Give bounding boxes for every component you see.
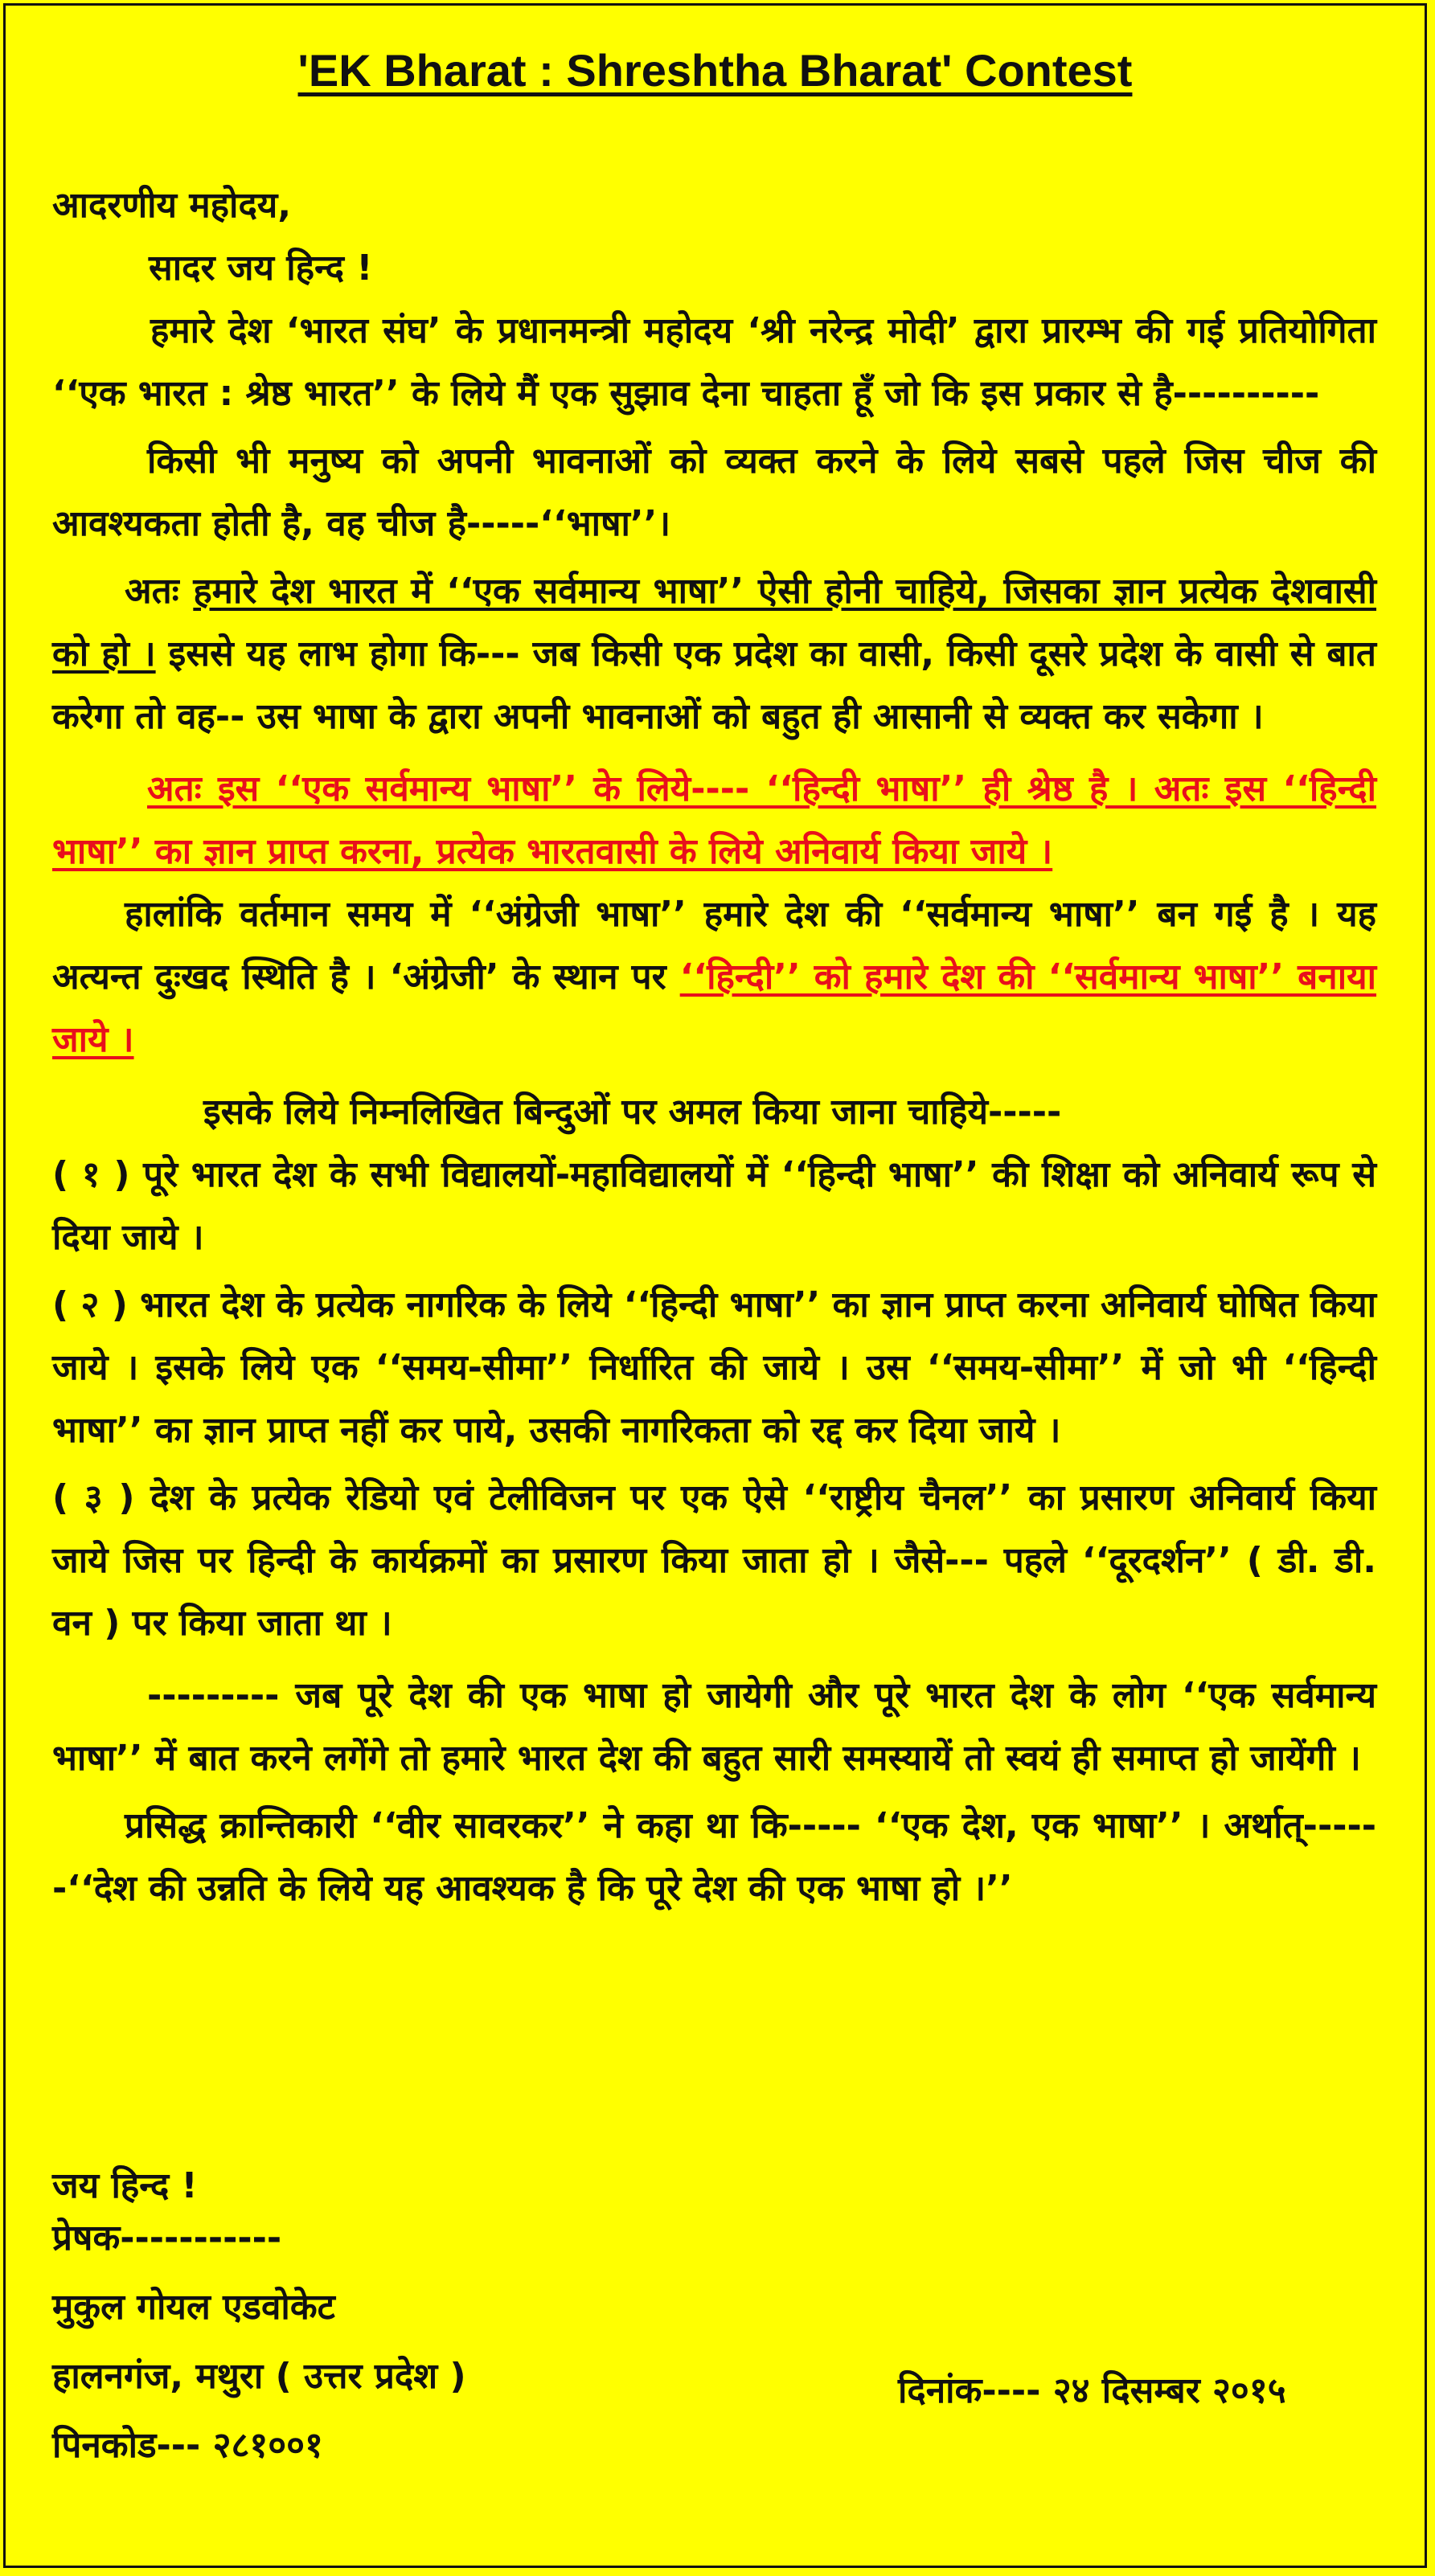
paragraph-savarkar-quote: प्रसिद्ध क्रान्तिकारी ‘‘वीर सावरकर’’ ने कहा था कि----- ‘‘एक देश, एक भाषा’’ । अर्थात्------‘‘देश की उन्नति के लिये यह आवश्यक है कि पूरे देश की एक भाषा हो ।’’ — [52, 1805, 1376, 1909]
salutation: सादर जय हिन्द ! — [149, 248, 373, 289]
sender-label: प्रेषक----------- — [52, 2218, 282, 2259]
paragraph-hindi-best — [52, 758, 1376, 883]
para2-underlined: हमारे देश भारत में ‘‘एक सर्वमान्य भाषा’’ ऐसी होनी चाहिये, जिसका ज्ञान प्रत्येक देशवासी को हो । — [52, 571, 1377, 674]
point-3: ( ३ ) देश के प्रत्येक रेडियो एवं टेलीविजन पर एक ऐसे ‘‘राष्ट्रीय चैनल’’ का प्रसारण अनिवार्य किया जाये जिस पर हिन्दी के कार्यक्रमों का प्रसारण किया जाता हो । जैसे--- पहले ‘‘दूरदर्शन’’ ( डी. डी. वन ) पर किया जाता था । — [52, 1477, 1376, 1644]
paragraph-conclusion: --------- जब पूरे देश की एक भाषा हो जायेगी और पूरे भारत देश के लोग ‘‘एक सर्वमान्य भाषा’’ में बात करने लगेंगे तो हमारे भारत देश की बहुत सारी समस्यायें तो स्वयं ही समाप्त हो जायेंगी । — [52, 1675, 1376, 1779]
point-2: ( २ ) भारत देश के प्रत्येक नागरिक के लिये ‘‘हिन्दी भाषा’’ का ज्ञान प्राप्त करना अनिवार्य घोषित किया जाये । इसके लिये एक ‘‘समय-सीमा’’ निर्धारित की जाये । उस ‘‘समय-सीमा’’ में जो भी ‘‘हिन्दी भाषा’’ का ज्ञान प्राप्त नहीं कर पाये, उसकी नागरिकता को रद्द कर दिया जाये । — [52, 1284, 1376, 1451]
para2-lead: अतः — [125, 571, 194, 612]
para4-red-text: ‘‘हिन्दी’’ को हमारे देश की ‘‘सर्वमान्य भाषा’’ बनाया जाये । — [52, 956, 1377, 1060]
page-title: 'EK Bharat : Shreshtha Bharat' Contest — [297, 45, 1133, 96]
sender-pincode: पिनकोड--- २८१००१ — [52, 2425, 323, 2466]
para4-text: हालांकि वर्तमान समय में ‘‘अंग्रेजी भाषा’’ हमारे देश की ‘‘सर्वमान्य भाषा’’ बन गई है । यह अत्यन्त दुःखद स्थिति है । ‘अंग्रेजी’ के स्थान पर — [52, 894, 1376, 997]
points-intro: इसके लिये निम्नलिखित बिन्दुओं पर अमल किया जाना चाहिये----- — [203, 1091, 1062, 1132]
paragraph-language-need: किसी भी मनुष्य को अपनी भावनाओं को व्यक्त करने के लिये सबसे पहले जिस चीज की आवश्यकता होती है, वह चीज है-----‘‘भाषा’’। — [52, 440, 1376, 544]
paragraph-english-status — [52, 883, 1376, 1071]
letter-body — [52, 174, 1376, 1920]
sender-name: मुकुल गोयल एडवोकेट — [52, 2287, 335, 2328]
paragraph-common-language — [52, 560, 1376, 748]
letter-page — [3, 3, 1427, 2568]
letter-date: दिनांक---- २४ दिसम्बर २०१५ — [898, 2370, 1286, 2411]
para2-rest: इससे यह लाभ होगा कि--- जब किसी एक प्रदेश का वासी, किसी दूसरे प्रदेश के वासी से बात करेगा तो वह-- उस भाषा के द्वारा अपनी भावनाओं को बहुत ही आसानी से व्यक्त कर सकेगा । — [52, 633, 1376, 737]
sender-address: हालनगंज, मथुरा ( उत्तर प्रदेश ) — [52, 2356, 466, 2397]
intro-paragraph: हमारे देश ‘भारत संघ’ के प्रधानमन्त्री महोदय ‘श्री नरेन्द्र मोदी’ द्वारा प्रारम्भ की गई प्रतियोगिता ‘‘एक भारत : श्रेष्ठ भारत’’ के लिये मैं एक सुझाव देना चाहता हूँ जो कि इस प्रकार से है---------- — [52, 310, 1376, 414]
point-1: ( १ ) पूरे भारत देश के सभी विद्यालयों-महाविद्यालयों में ‘‘हिन्दी भाषा’’ की शिक्षा को अनिवार्य रूप से दिया जाये । — [52, 1154, 1376, 1258]
closing: जय हिन्द ! — [52, 2165, 198, 2206]
sender-block — [52, 2204, 466, 2480]
greeting: आदरणीय महोदय, — [52, 185, 292, 226]
para3-red-text: अतः इस ‘‘एक सर्वमान्य भाषा’’ के लिये---- ‘‘हिन्दी भाषा’’ ही श्रेष्ठ है । अतः इस ‘‘हिन्दी भाषा’’ का ज्ञान प्राप्त करना, प्रत्येक भारतवासी के लिये अनिवार्य किया जाये । — [52, 768, 1376, 872]
